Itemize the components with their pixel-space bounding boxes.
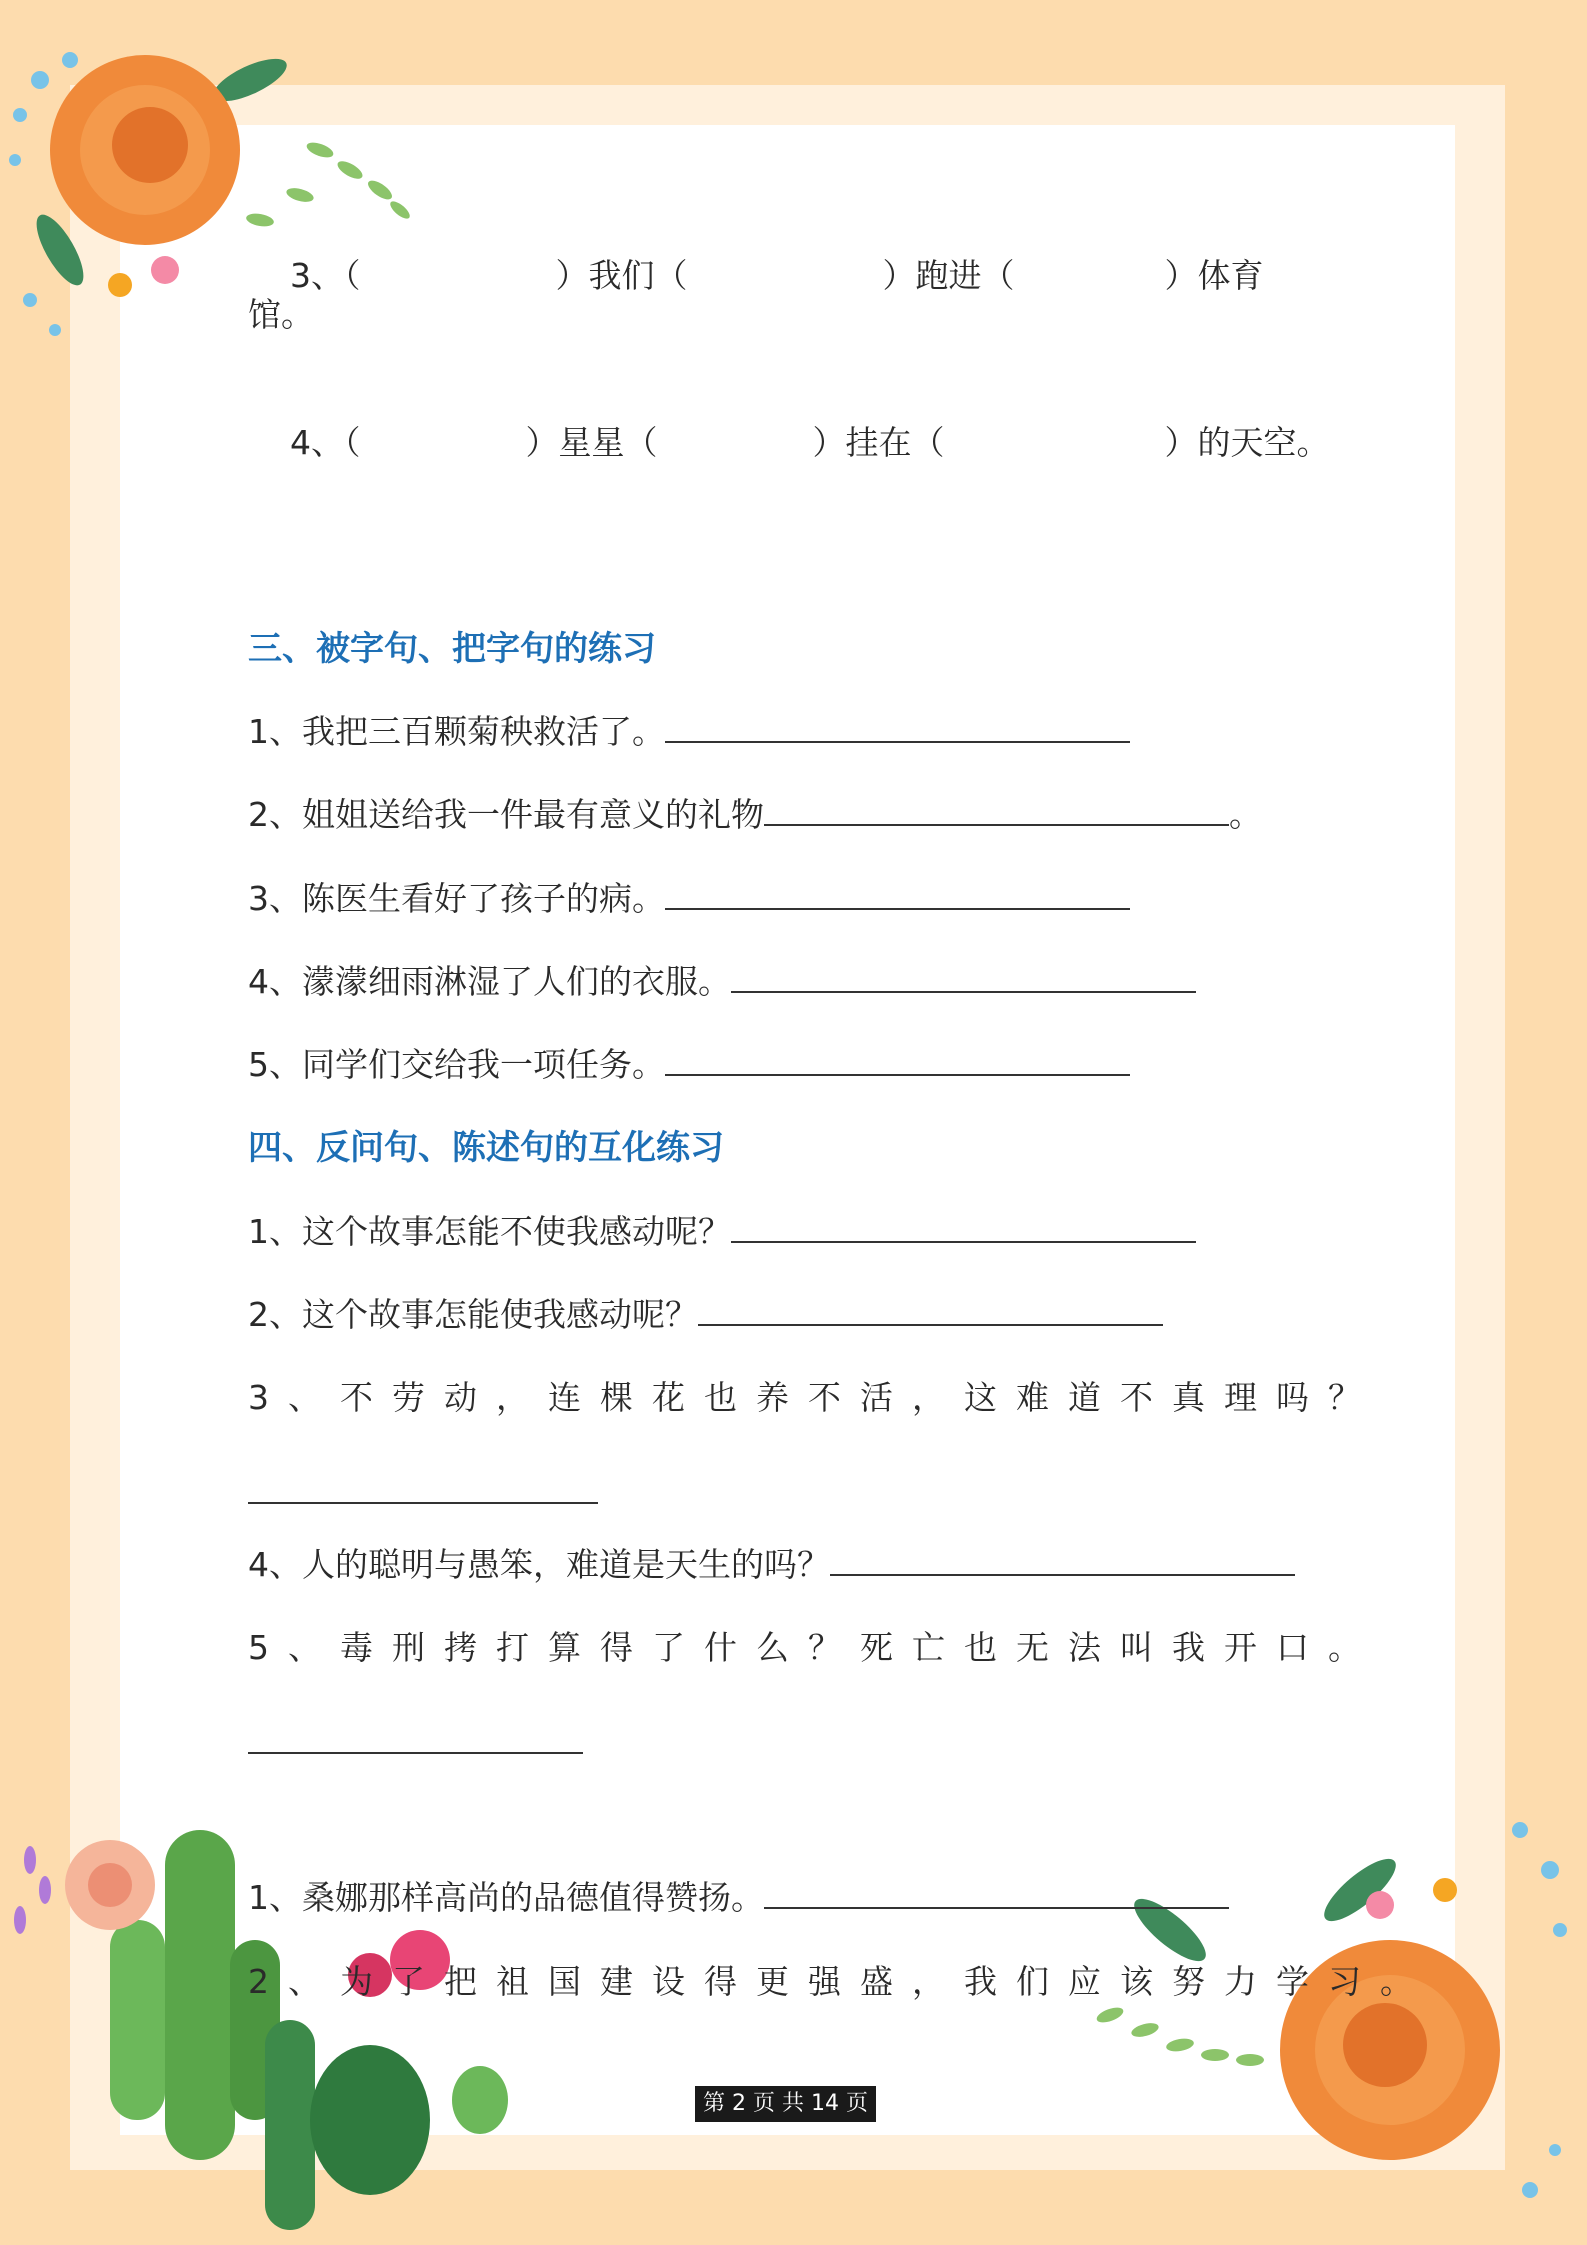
section-3-line-4: 4、濛濛细雨淋湿了人们的衣服。: [248, 960, 1196, 1004]
round-cactus: [310, 2045, 430, 2195]
q3-mid3: ）体育: [1164, 256, 1264, 295]
answer-blank[interactable]: [665, 1044, 1130, 1076]
purple-sprigs: [14, 1846, 51, 1934]
answer-blank[interactable]: [764, 794, 1229, 826]
answer-blank[interactable]: [665, 878, 1130, 910]
q3-prefix: 3、（: [289, 256, 361, 295]
pink-flower: [1366, 1891, 1394, 1919]
page-number-footer: 第 2 页 共 14 页: [695, 2086, 876, 2122]
q4-end: ）的天空。: [1164, 423, 1330, 462]
answer-blank[interactable]: [764, 1877, 1229, 1909]
answer-blank[interactable]: [248, 1472, 598, 1504]
q3-mid2: ）跑进（: [882, 256, 1015, 295]
question-3-wrap: 馆。: [248, 295, 314, 334]
section-4-line-2: 2、这个故事怎能使我感动呢？: [248, 1293, 1163, 1337]
q4-mid1: ）星星（: [525, 423, 658, 462]
pink-flower: [151, 256, 179, 284]
flower-decoration-bottom-right: [1050, 1770, 1587, 2245]
answer-blank[interactable]: [731, 1211, 1196, 1243]
section-5-line-2: 2、为了把祖国建设得更强盛，我们应该努力学习。: [248, 1962, 1432, 2001]
section-4-heading: 四、反问句、陈述句的互化练习: [248, 1128, 724, 1168]
section-3-heading: 三、被字句、把字句的练习: [248, 629, 656, 669]
answer-blank[interactable]: [731, 961, 1196, 993]
question-4: [248, 377, 1329, 509]
flower-decoration-bottom-left: [0, 1800, 560, 2245]
blue-dots: [1512, 1822, 1567, 2198]
section-3-line-5: 5、同学们交给我一项任务。: [248, 1043, 1130, 1087]
section-5-line-1: 1、桑娜那样高尚的品德值得赞扬。: [248, 1876, 1229, 1920]
section-3-line-3: 3、陈医生看好了孩子的病。: [248, 877, 1130, 921]
section-4-line-5: 5、毒刑拷打算得了什么？死亡也无法叫我开口。: [248, 1628, 1380, 1667]
section-4-line-3: 3、不劳动，连棵花也养不活，这难道不真理吗？: [248, 1378, 1380, 1417]
q3-mid1: ）我们（: [555, 256, 688, 295]
answer-blank[interactable]: [665, 711, 1130, 743]
section-4-line-4: 4、人的聪明与愚笨，难道是天生的吗？: [248, 1543, 1295, 1587]
section-4-line-1: 1、这个故事怎能不使我感动呢？: [248, 1210, 1196, 1254]
q4-prefix: 4、（: [289, 423, 361, 462]
answer-blank[interactable]: [830, 1544, 1295, 1576]
question-3: [248, 210, 1263, 342]
q4-mid2: ）挂在（: [812, 423, 945, 462]
answer-blank[interactable]: [698, 1294, 1163, 1326]
section-3-line-1: 1、我把三百颗菊秧救活了。: [248, 710, 1130, 754]
section-3-line-2: 2、姐姐送给我一件最有意义的礼物 。: [248, 795, 1262, 834]
answer-blank[interactable]: [248, 1722, 583, 1754]
